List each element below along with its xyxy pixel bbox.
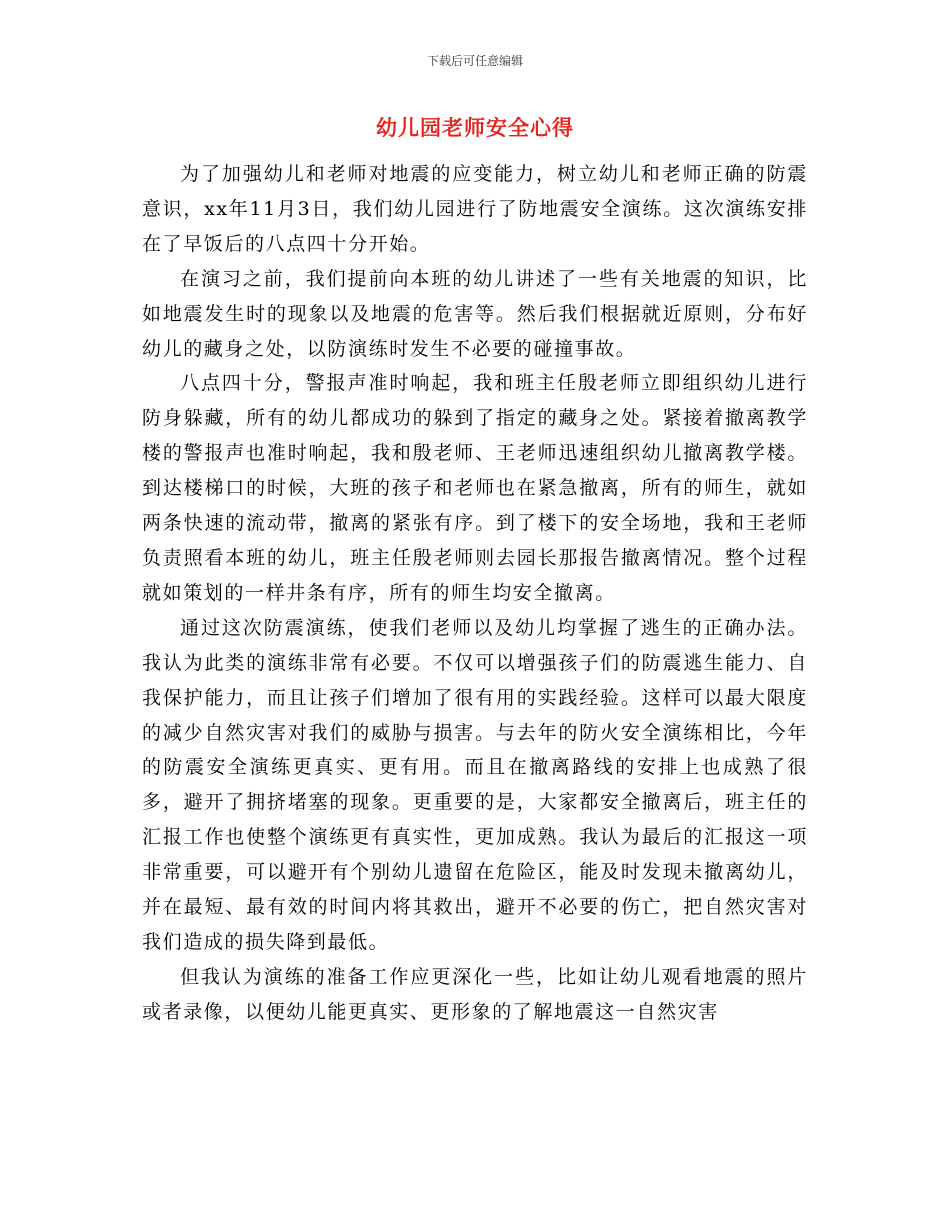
paragraph: 八点四十分，警报声准时响起，我和班主任殷老师立即组织幼儿进行防身躲藏，所有的幼儿都成功的躲到了指定的藏身之处。紧接着撤离教学楼的警报声也准时响起，我和殷老师、王老师迅速组织幼儿撤离教学楼。到达楼梯口的时候，大班的孩子和老师也在紧急撤离，所有的师生，就如两条快速的流动带，撤离的紧张有序。到了楼下的安全场地，我和王老师负责照看本班的幼儿，班主任殷老师则去园长那报告撤离情况。整个过程就如策划的一样井条有序，所有的师生均安全撤离。 [142, 372, 808, 604]
paragraph: 在演习之前，我们提前向本班的幼儿讲述了一些有关地震的知识，比如地震发生时的现象以及地震的危害等。然后我们根据就近原则，分布好幼儿的藏身之处，以防演练时发生不必要的碰撞事故。 [142, 267, 808, 360]
document-body [142, 157, 808, 1030]
document-title: 幼儿园老师安全心得 [376, 115, 574, 140]
header-note: 下载后可任意编辑 [426, 54, 523, 68]
paragraph: 通过这次防震演练，使我们老师以及幼儿均掌握了逃生的正确办法。我认为此类的演练非常有必要。不仅可以增强孩子们的防震逃生能力、自我保护能力，而且让孩子们增加了很有用的实践经验。这样可以最大限度的减少自然灾害对我们的威胁与损害。与去年的防火安全演练相比，今年的防震安全演练更真实、更有用。而且在撤离路线的安排上也成熟了很多，避开了拥挤堵塞的现象。更重要的是，大家都安全撤离后，班主任的汇报工作也使整个演练更有真实性，更加成熟。我认为最后的汇报这一项非常重要，可以避开有个别幼儿遗留在危险区，能及时发现未撤离幼儿，并在最短、最有效的时间内将其救出，避开不必要的伤亡，把自然灾害对我们造成的损失降到最低。 [142, 616, 808, 953]
paragraph: 为了加强幼儿和老师对地震的应变能力，树立幼儿和老师正确的防震意识，xx年11月3日，我们幼儿园进行了防地震安全演练。这次演练安排在了早饭后的八点四十分开始。 [142, 163, 808, 255]
paragraph: 但我认为演练的准备工作应更深化一些，比如让幼儿观看地震的照片或者录像，以便幼儿能更真实、更形象的了解地震这一自然灾害 [142, 965, 808, 1023]
